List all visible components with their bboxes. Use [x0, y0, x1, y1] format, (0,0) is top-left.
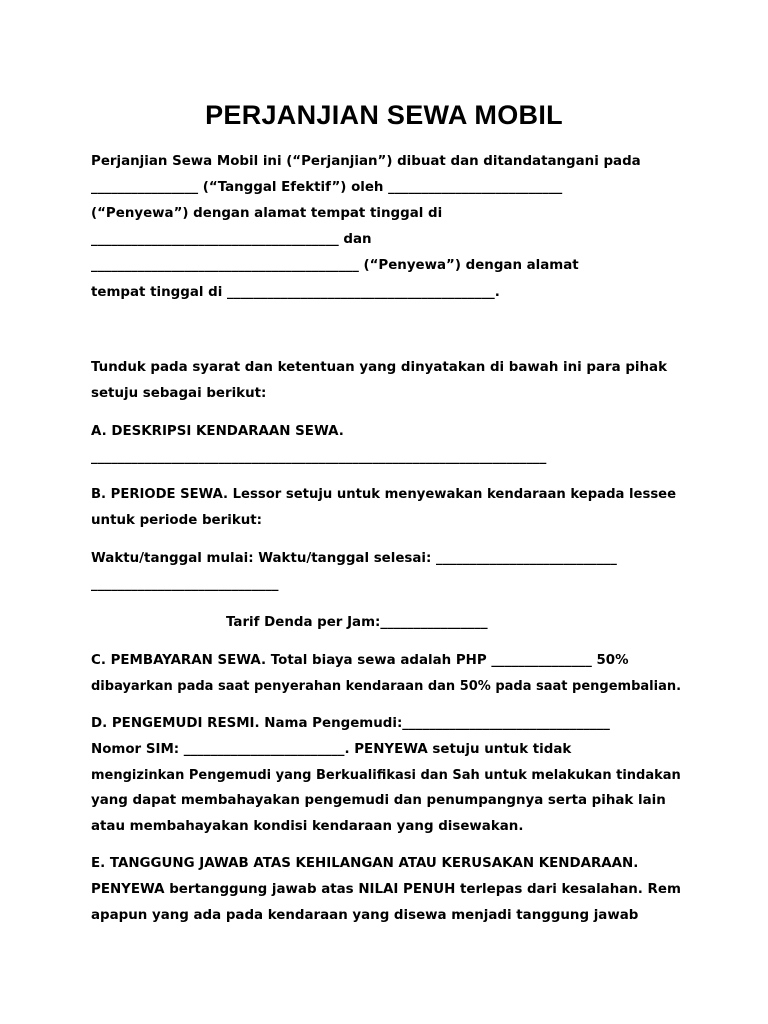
section-e-line-3: apapun yang ada pada kendaraan yang disewa menjadi tanggung jawab [91, 908, 639, 923]
late-fee-line: Tarif Denda per Jam:________________ [226, 615, 488, 630]
section-b-line-4: ____________________________ [91, 577, 279, 592]
section-d-line-2: Nomor SIM: ________________________. PENYEWA setuju untuk tidak [91, 742, 572, 757]
intro-line-4: _____________________________________ dan [91, 232, 372, 247]
section-e-heading: E. TANGGUNG JAWAB ATAS KEHILANGAN ATAU KERUSAKAN KENDARAAN. [91, 856, 639, 871]
intro-line-1: Perjanjian Sewa Mobil ini (“Perjanjian”) dibuat dan ditandatangani pada [91, 154, 641, 169]
section-b-line-1: B. PERIODE SEWA. Lessor setuju untuk menyewakan kendaraan kepada lessee [91, 487, 677, 502]
document-title: PERJANJIAN SEWA MOBIL [205, 100, 563, 130]
section-d-line-4: yang dapat membahayakan pengemudi dan penumpangnya serta pihak lain [91, 793, 666, 808]
section-b-line-3: Waktu/tanggal mulai: Waktu/tanggal selesai: ___________________________ [91, 551, 617, 566]
intro-line-2: ________________ (“Tanggal Efektif”) oleh __________________________ [91, 180, 563, 195]
intro-line-6: tempat tinggal di ________________________________________. [91, 285, 500, 300]
section-d-line-3: mengizinkan Pengemudi yang Berkualifikasi dan Sah untuk melakukan tindakan [91, 768, 681, 783]
section-a-blank: ____________________________________________________________________ [91, 450, 547, 465]
section-c-line-1: C. PEMBAYARAN SEWA. Total biaya sewa adalah PHP _______________ 50% [91, 653, 629, 668]
terms-line-1: Tunduk pada syarat dan ketentuan yang dinyatakan di bawah ini para pihak [91, 360, 667, 375]
intro-line-5: ________________________________________ (“Penyewa”) dengan alamat [91, 258, 579, 273]
section-a-heading: A. DESKRIPSI KENDARAAN SEWA. [91, 424, 344, 439]
section-c-line-2: dibayarkan pada saat penyerahan kendaraan dan 50% pada saat pengembalian. [91, 679, 682, 694]
intro-line-3: (“Penyewa”) dengan alamat tempat tinggal di [91, 206, 443, 221]
section-b-line-2: untuk periode berikut: [91, 513, 263, 528]
terms-line-2: setuju sebagai berikut: [91, 386, 267, 401]
section-d-line-1: D. PENGEMUDI RESMI. Nama Pengemudi:_______________________________ [91, 716, 610, 731]
section-e-line-2: PENYEWA bertanggung jawab atas NILAI PENUH terlepas dari kesalahan. Rem [91, 882, 681, 897]
section-d-line-5: atau membahayakan kondisi kendaraan yang disewakan. [91, 819, 524, 834]
